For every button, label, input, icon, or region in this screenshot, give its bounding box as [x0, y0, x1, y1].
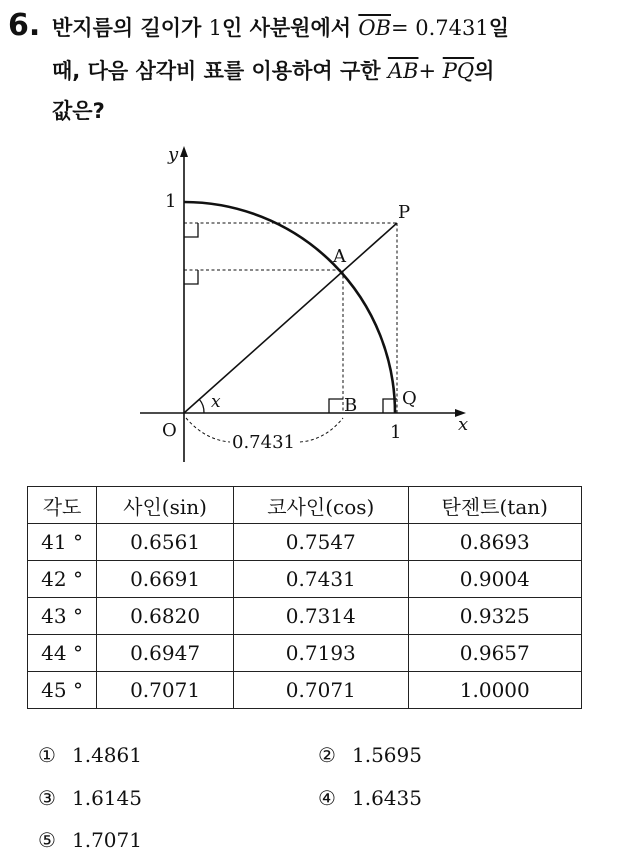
origin-label: O	[162, 420, 177, 441]
choice-5-mark: ⑤	[38, 828, 56, 852]
table-cell: 0.9657	[408, 635, 581, 672]
table-cell: 1.0000	[408, 672, 581, 709]
header-sin: 사인(sin)	[97, 487, 234, 524]
y-one-label: 1	[165, 191, 177, 212]
choice-5[interactable]	[38, 828, 142, 852]
choice-1-value: 1.4861	[72, 743, 142, 767]
choice-3-mark: ③	[38, 786, 56, 810]
table-cell: 0.6691	[97, 561, 234, 598]
table-cell: 44 °	[28, 635, 97, 672]
y-axis-label: y	[168, 144, 179, 165]
choice-1[interactable]	[38, 743, 142, 767]
header-tan: 탄젠트(tan)	[408, 487, 581, 524]
question-text-1c: 인 사분원에서	[222, 16, 359, 40]
table-header-row	[28, 487, 582, 524]
table-cell: 0.7547	[234, 524, 409, 561]
right-angle-mark-b	[329, 399, 343, 413]
right-angle-mark-p	[184, 223, 198, 237]
ob-length-label: 0.7431	[232, 432, 295, 453]
table-row	[28, 672, 582, 709]
table-row	[28, 598, 582, 635]
header-cos: 코사인(cos)	[234, 487, 409, 524]
x-one-label: 1	[390, 422, 402, 443]
angle-arc	[199, 399, 204, 413]
table-cell: 41 °	[28, 524, 97, 561]
table-cell: 0.9325	[408, 598, 581, 635]
question-number: 6.	[8, 8, 41, 43]
table-cell: 0.7071	[234, 672, 409, 709]
line-op	[184, 223, 397, 413]
table-row	[28, 524, 582, 561]
trig-table	[27, 486, 582, 709]
question-text-2a: 때, 다음 삼각비 표를 이용하여 구한	[52, 59, 388, 83]
question-text-1d: 일	[488, 16, 510, 40]
angle-label: x	[211, 392, 221, 412]
table-cell: 0.6820	[97, 598, 234, 635]
table-cell: 0.6947	[97, 635, 234, 672]
table-row	[28, 635, 582, 672]
question-text-1a: 반지름의 길이가	[52, 16, 209, 40]
segment-ob: $\overline{OB}$	[358, 16, 391, 40]
table-cell: 0.9004	[408, 561, 581, 598]
table-cell: 0.8693	[408, 524, 581, 561]
table-cell: 0.7071	[97, 672, 234, 709]
table-cell: 0.7431	[234, 561, 409, 598]
choice-2-value: 1.5695	[352, 743, 422, 767]
choice-4-value: 1.6435	[352, 786, 422, 810]
ob-value: = 0.7431	[391, 16, 489, 40]
choice-5-value: 1.7071	[72, 828, 142, 852]
point-q-label: Q	[402, 388, 417, 409]
choice-2[interactable]	[318, 743, 422, 767]
radius-value: 1	[208, 16, 222, 40]
choice-1-mark: ①	[38, 743, 56, 767]
segment-pq: $\overline{PQ}$	[442, 59, 475, 83]
choice-2-mark: ②	[318, 743, 336, 767]
question-text-2b: 의	[474, 59, 495, 83]
point-b-label: B	[344, 395, 358, 416]
table-cell: 42 °	[28, 561, 97, 598]
table-cell: 0.7314	[234, 598, 409, 635]
plus-sign: +	[418, 59, 443, 83]
right-angle-mark-a	[184, 270, 198, 284]
table-cell: 45 °	[28, 672, 97, 709]
choice-3[interactable]	[38, 786, 142, 810]
x-axis-label: x	[458, 414, 469, 435]
y-axis-arrow	[180, 146, 188, 157]
choice-3-value: 1.6145	[72, 786, 142, 810]
choice-4[interactable]	[318, 786, 422, 810]
question-line-3: 값은?	[52, 99, 105, 123]
choice-4-mark: ④	[318, 786, 336, 810]
quarter-circle-arc	[184, 202, 395, 413]
table-cell: 0.6561	[97, 524, 234, 561]
segment-ab: $\overline{AB}$	[387, 59, 419, 83]
table-row	[28, 561, 582, 598]
point-p-label: P	[398, 202, 411, 223]
table-cell: 0.7193	[234, 635, 409, 672]
table-cell: 43 °	[28, 598, 97, 635]
point-a-label: A	[333, 246, 346, 267]
header-angle: 각도	[28, 487, 97, 524]
